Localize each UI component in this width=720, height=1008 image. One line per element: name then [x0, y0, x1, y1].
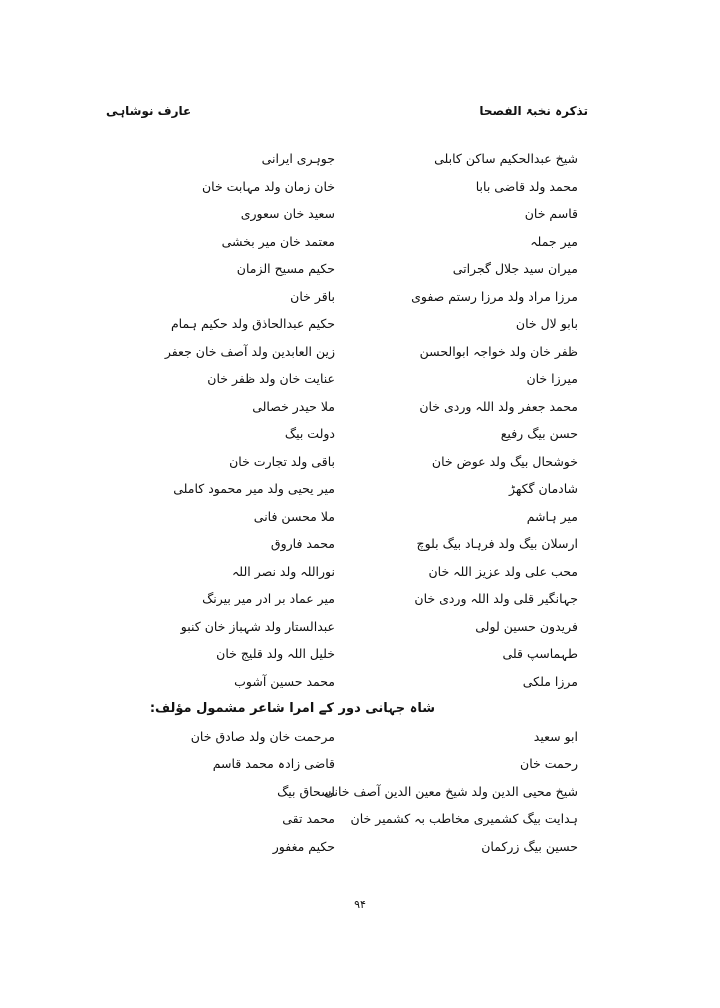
- name-right: میر ہاشم: [526, 508, 578, 524]
- name-left: محمد تقی: [282, 811, 335, 826]
- list-row: [0, 531, 720, 559]
- name-left: میر عماد بر ادر میر بیرنگ: [202, 591, 335, 606]
- name-left: حکیم عبدالحاذق ولد حکیم ہمام: [170, 316, 335, 331]
- name-right: میر جملہ: [530, 233, 578, 249]
- name-right: طہماسپ قلی: [502, 646, 578, 661]
- name-right: ارسلان بیگ ولد فرہاد بیگ بلوچ: [416, 536, 578, 551]
- name-right: محمد جعفر ولد اللہ وردی خان: [419, 398, 578, 414]
- list-row: [0, 201, 720, 229]
- name-right: مرزا ملکی: [522, 673, 578, 689]
- name-right: شیخ محیی الدین ولد شیخ معین الدین آصف خانی: [324, 783, 578, 799]
- list-row: [0, 806, 720, 834]
- list-row: [0, 284, 720, 312]
- name-left: حکیم مسیح الزمان: [236, 261, 335, 276]
- list-row: [0, 256, 720, 284]
- page-number: ۹۴: [354, 898, 366, 911]
- list-row: [0, 174, 720, 202]
- name-left: ملا محسن فانی: [253, 508, 335, 524]
- name-right: شادمان گکھڑ: [508, 481, 578, 496]
- name-right: محب علی ولد عزیز اللہ خان: [428, 563, 578, 579]
- name-right: حسن بیگ رفیع: [500, 426, 578, 441]
- name-right: میرزا خان: [526, 371, 578, 386]
- name-right: مرزا مراد ولد مرزا رستم صفوی: [411, 288, 578, 304]
- name-left: میر یحیی ولد میر محمود کاملی: [173, 481, 335, 496]
- list-row: [0, 779, 720, 807]
- list-row: [0, 641, 720, 669]
- name-right: خوشحال بیگ ولد عوض خان: [431, 453, 578, 469]
- name-right: ابو سعید: [533, 728, 578, 744]
- name-right: محمد ولد قاضی بابا: [475, 178, 578, 194]
- book-title: تذکرہ نخبۃ الفصحا: [479, 104, 588, 118]
- author-name: عارف نوشاہی: [106, 104, 192, 118]
- name-left: محمد حسین آشوب: [234, 673, 335, 689]
- list-row: [0, 146, 720, 174]
- name-right: قاسم خان: [524, 206, 578, 221]
- name-left: مرحمت خان ولد صادق خان: [190, 728, 335, 744]
- name-left: دولت بیگ: [284, 426, 335, 441]
- name-left: سعید خان سعوری: [240, 206, 335, 221]
- name-left: جوہری ایرانی: [261, 151, 335, 166]
- list-row: [0, 421, 720, 449]
- list-row: [0, 586, 720, 614]
- list-row: [0, 614, 720, 642]
- name-left: نوراللہ ولد نصر اللہ: [231, 563, 335, 579]
- names-list-part2: [0, 724, 720, 862]
- name-left: عبدالستار ولد شہباز خان کنبو: [180, 618, 335, 634]
- name-right: حسین بیگ زرکمان: [481, 838, 578, 854]
- names-list: [0, 146, 720, 861]
- name-right: جہانگیر قلی ولد اللہ وردی خان: [414, 591, 578, 606]
- name-right: ظفر خان ولد خواجہ ابوالحسن: [419, 343, 578, 359]
- list-row: [0, 724, 720, 752]
- name-right: شیخ عبدالحکیم ساکن کابلی: [434, 151, 578, 166]
- list-row: [0, 449, 720, 477]
- list-row: [0, 476, 720, 504]
- name-left: اسحاق بیگ: [277, 783, 335, 799]
- name-right: میران سید جلال گجراتی: [452, 261, 578, 276]
- list-row: [0, 339, 720, 367]
- name-left: محمد فاروق: [270, 536, 335, 551]
- name-right: فریدون حسین لولی: [475, 618, 578, 634]
- list-row: [0, 504, 720, 532]
- list-row: [0, 229, 720, 257]
- list-row: [0, 366, 720, 394]
- name-left: ملا حیدر خصالی: [252, 398, 335, 414]
- name-right: بابو لال خان: [515, 316, 578, 331]
- list-row: [0, 559, 720, 587]
- name-left: باقی ولد تجارت خان: [229, 453, 335, 469]
- list-row: [0, 311, 720, 339]
- section-heading-row: [0, 696, 720, 724]
- names-list-part1: [0, 146, 720, 696]
- section-heading: شاہ جہانی دور کے امرا شاعر مشمول مؤلف:: [149, 701, 435, 716]
- name-left: خلیل اللہ ولد قلیج خان: [216, 646, 335, 661]
- name-left: قاضی زادہ محمد قاسم: [212, 756, 335, 771]
- name-left: عنایت خان ولد ظفر خان: [207, 371, 335, 386]
- name-right: رحمت خان: [520, 756, 578, 771]
- list-row: [0, 834, 720, 862]
- name-left: معتمد خان میر بخشی: [221, 233, 335, 249]
- name-left: خان زمان ولد مہابت خان: [201, 178, 335, 194]
- list-row: [0, 394, 720, 422]
- list-row: [0, 751, 720, 779]
- name-left: زین العابدین ولد آصف خان جعفر: [164, 343, 335, 359]
- name-left: باقر خان: [290, 288, 335, 304]
- name-left: حکیم مغفور: [272, 838, 335, 854]
- list-row: [0, 669, 720, 697]
- name-right: ہدایت بیگ کشمیری مخاطب بہ کشمیر خان: [350, 811, 578, 826]
